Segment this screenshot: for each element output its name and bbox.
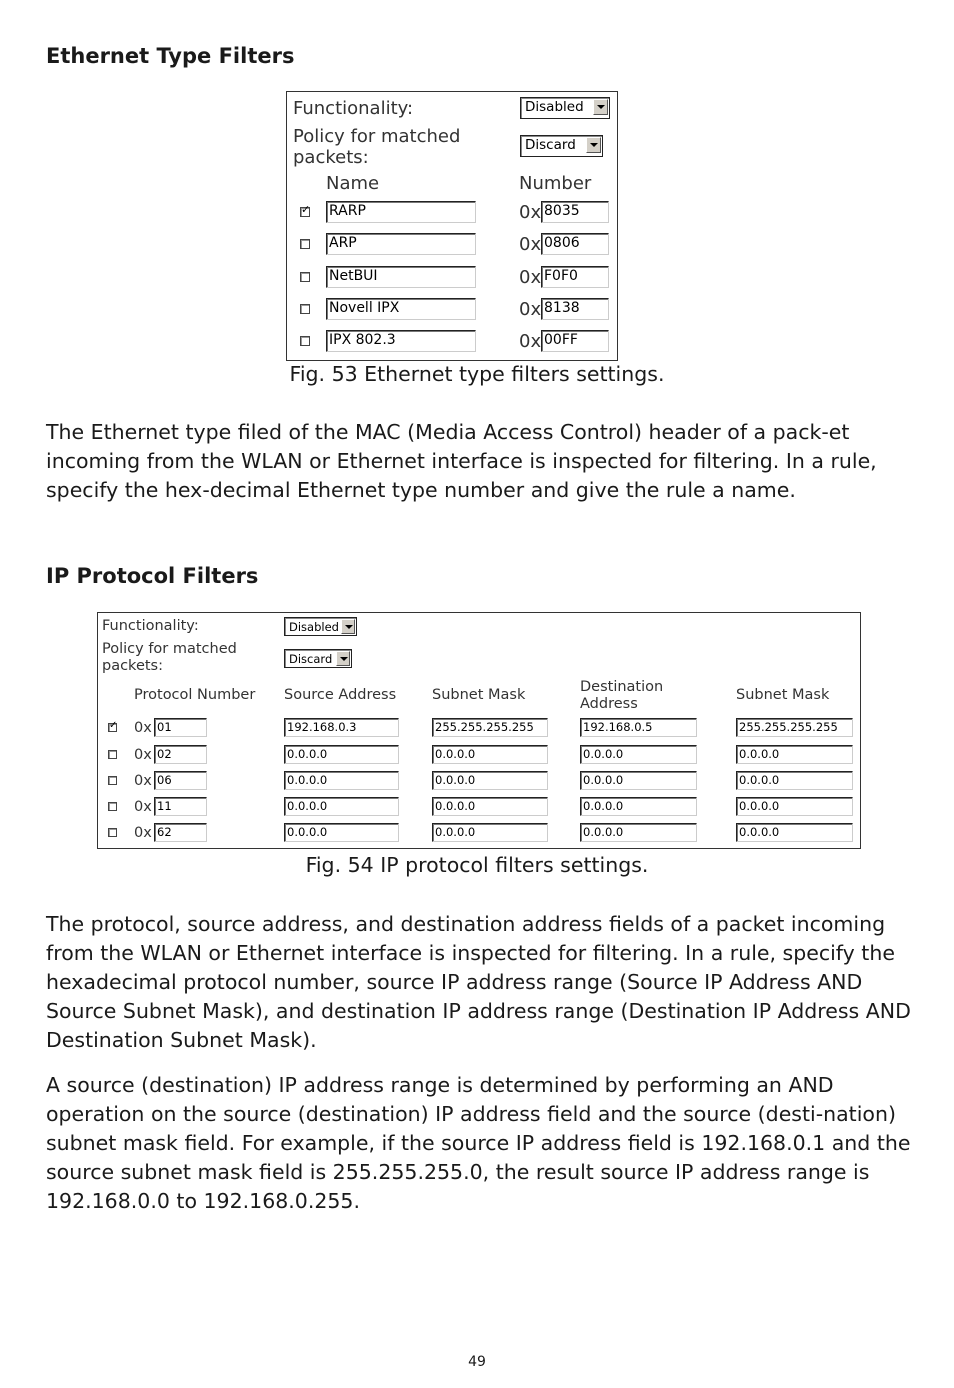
protocol-number-input[interactable]: 02 [154, 745, 207, 764]
destination-subnet-mask-input[interactable]: 0.0.0.0 [736, 797, 853, 816]
source-subnet-mask-input[interactable]: 0.0.0.0 [432, 745, 548, 764]
chevron-down-icon [336, 651, 350, 666]
row-enable-checkbox[interactable] [300, 239, 310, 249]
filter-name-input[interactable]: NetBUI [326, 266, 476, 288]
hex-prefix: 0x [519, 202, 542, 223]
ip-protocol-filters-panel [97, 612, 861, 849]
policy-label-line1: Policy for matched [293, 126, 461, 147]
functionality-label: Functionality: [102, 618, 199, 634]
column-header-subnet-mask-2: Subnet Mask [736, 687, 830, 703]
destination-address-input[interactable]: 0.0.0.0 [580, 797, 697, 816]
filter-name-input[interactable]: IPX 802.3 [326, 330, 476, 352]
source-subnet-mask-input[interactable]: 0.0.0.0 [432, 797, 548, 816]
protocol-number-input[interactable]: 62 [154, 823, 207, 842]
protocol-number-input[interactable]: 11 [154, 797, 207, 816]
functionality-select[interactable]: Disabled [520, 97, 610, 119]
column-header-subnet-mask: Subnet Mask [432, 687, 526, 703]
hex-prefix: 0x [519, 331, 542, 352]
policy-label-line1: Policy for matched [102, 641, 237, 657]
hex-prefix: 0x [134, 720, 152, 736]
figure-caption-53: Fig. 53 Ethernet type filters settings. [289, 362, 665, 386]
protocol-number-input[interactable]: 01 [154, 718, 207, 737]
section-heading-ip-protocol-filters: IP Protocol Filters [46, 564, 259, 588]
row-enable-checkbox[interactable] [108, 750, 117, 759]
hex-prefix: 0x [134, 825, 152, 841]
ethernet-type-filters-panel [286, 91, 618, 361]
source-address-input[interactable]: 0.0.0.0 [284, 797, 399, 816]
row-enable-checkbox[interactable] [108, 720, 118, 732]
row-enable-checkbox[interactable] [108, 776, 117, 785]
policy-label-line2: packets: [293, 147, 369, 168]
hex-prefix: 0x [134, 747, 152, 763]
check-icon: ✓ [109, 720, 118, 731]
hex-prefix: 0x [134, 773, 152, 789]
column-header-destination-line2: Address [580, 696, 638, 712]
destination-subnet-mask-input[interactable]: 0.0.0.0 [736, 745, 853, 764]
policy-label-line2: packets: [102, 658, 163, 674]
row-enable-checkbox[interactable] [300, 272, 310, 282]
destination-address-input[interactable]: 0.0.0.0 [580, 771, 697, 790]
source-address-input[interactable]: 0.0.0.0 [284, 823, 399, 842]
row-enable-checkbox[interactable] [300, 203, 311, 217]
protocol-number-input[interactable]: 06 [154, 771, 207, 790]
figure-caption-54: Fig. 54 IP protocol filters settings. [305, 853, 649, 877]
functionality-label: Functionality: [293, 98, 414, 119]
ethertype-number-input[interactable]: 8035 [541, 201, 609, 223]
page-number: 49 [468, 1354, 486, 1370]
source-subnet-mask-input[interactable]: 255.255.255.255 [432, 718, 548, 737]
destination-subnet-mask-input[interactable]: 0.0.0.0 [736, 823, 853, 842]
policy-select[interactable]: Discard [520, 135, 603, 157]
paragraph-ethernet-type: The Ethernet type filed of the MAC (Media Access Control) header of a pack-et incoming from the WLAN or Ethernet interface is inspected for filtering. In a rule, specify the hex-decimal Ethernet type number and give the rule a name. [46, 420, 877, 502]
filter-name-input[interactable]: ARP [326, 233, 476, 255]
paragraph-ip-protocol: The protocol, source address, and destination address fields of a packet incoming from the WLAN or Ethernet interface is inspected for filtering. In a rule, specify the hexadecimal protocol number, source IP address range (Source IP Address AND Source Subnet Mask), and destination IP address range (Destination IP Address AND Destination Subnet Mask). [46, 912, 911, 1052]
filter-name-input[interactable]: RARP [326, 201, 476, 223]
destination-subnet-mask-input[interactable]: 0.0.0.0 [736, 771, 853, 790]
destination-subnet-mask-input[interactable]: 255.255.255.255 [736, 718, 853, 737]
source-subnet-mask-input[interactable]: 0.0.0.0 [432, 823, 548, 842]
source-subnet-mask-input[interactable]: 0.0.0.0 [432, 771, 548, 790]
destination-address-input[interactable]: 192.168.0.5 [580, 718, 697, 737]
section-heading-ethernet-type-filters: Ethernet Type Filters [46, 44, 295, 68]
hex-prefix: 0x [519, 267, 542, 288]
hex-prefix: 0x [519, 299, 542, 320]
chevron-down-icon [593, 99, 608, 115]
destination-address-input[interactable]: 0.0.0.0 [580, 745, 697, 764]
column-header-name: Name [326, 173, 380, 194]
row-enable-checkbox[interactable] [108, 828, 117, 837]
chevron-down-icon [341, 619, 355, 634]
check-icon: ✓ [301, 203, 311, 216]
ethertype-number-input[interactable]: 0806 [541, 233, 609, 255]
ethertype-number-input[interactable]: 8138 [541, 298, 609, 320]
hex-prefix: 0x [134, 799, 152, 815]
ethertype-number-input[interactable]: 00FF [541, 330, 609, 352]
hex-prefix: 0x [519, 234, 542, 255]
column-header-protocol-number: Protocol Number [134, 687, 256, 703]
policy-select[interactable]: Discard [284, 649, 352, 668]
paragraph-address-range: A source (destination) IP address range is determined by performing an AND operation on the source (destination) IP address field and the source (desti-nation) subnet mask field. For example, if the source IP address field is 192.168.0.1 and the source subnet mask field is 255.255.255.0, the result source IP address range is 192.168.0.0 to 192.168.0.255. [46, 1073, 911, 1213]
source-address-input[interactable]: 0.0.0.0 [284, 771, 399, 790]
column-header-source-address: Source Address [284, 687, 397, 703]
column-header-number: Number [519, 173, 592, 194]
row-enable-checkbox[interactable] [108, 802, 117, 811]
source-address-input[interactable]: 0.0.0.0 [284, 745, 399, 764]
functionality-select[interactable]: Disabled [284, 617, 357, 636]
destination-address-input[interactable]: 0.0.0.0 [580, 823, 697, 842]
chevron-down-icon [586, 137, 601, 153]
row-enable-checkbox[interactable] [300, 304, 310, 314]
row-enable-checkbox[interactable] [300, 336, 310, 346]
ethertype-number-input[interactable]: F0F0 [541, 266, 609, 288]
source-address-input[interactable]: 192.168.0.3 [284, 718, 399, 737]
column-header-destination-line1: Destination [580, 679, 664, 695]
filter-name-input[interactable]: Novell IPX [326, 298, 476, 320]
